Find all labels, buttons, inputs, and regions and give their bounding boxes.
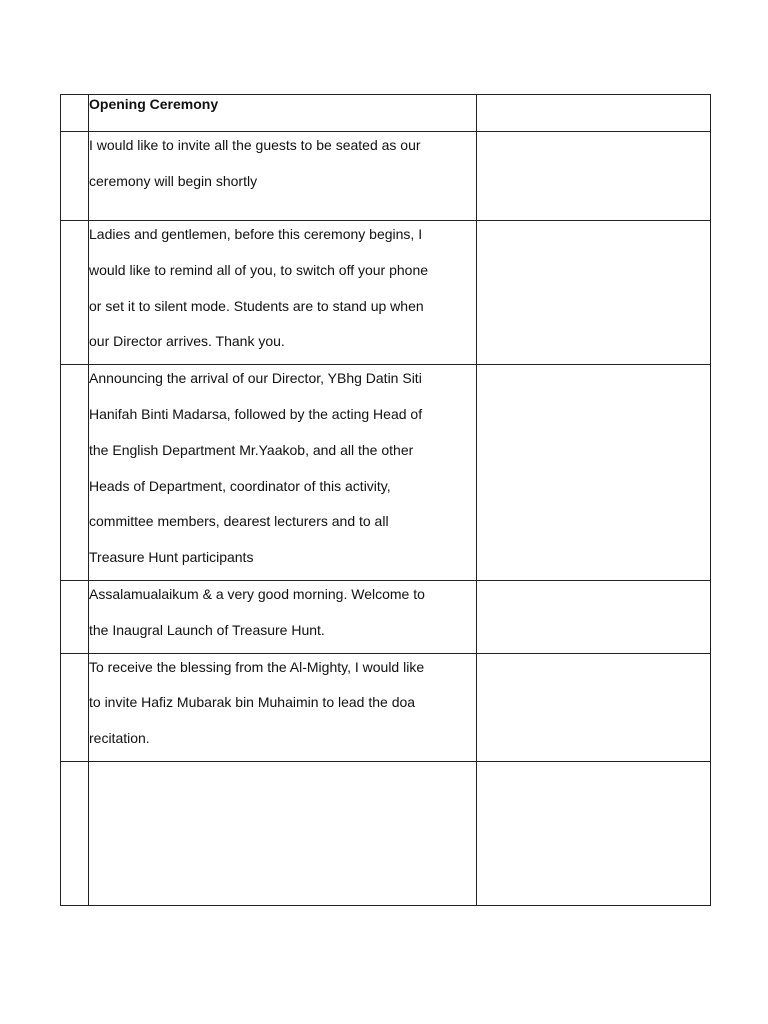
- row-number-cell: [61, 95, 89, 132]
- text-line: the English Department Mr.Yaakob, and all the other: [89, 441, 414, 458]
- table-row: [61, 95, 711, 132]
- section-heading: Opening Ceremony: [89, 96, 219, 112]
- table-row: [61, 221, 711, 365]
- row-number-cell: [61, 221, 89, 365]
- script-text-cell: [89, 95, 477, 132]
- notes-cell: [477, 653, 711, 761]
- text-line: the Inaugral Launch of Treasure Hunt.: [89, 621, 325, 638]
- notes-cell: [477, 580, 711, 653]
- table-row: [61, 365, 711, 581]
- text-line: Hanifah Binti Madarsa, followed by the acting Head of: [89, 405, 423, 422]
- text-line: Treasure Hunt participants: [89, 549, 254, 566]
- script-text-cell: [89, 580, 477, 653]
- ceremony-script-table: [60, 94, 711, 906]
- notes-cell: [477, 95, 711, 132]
- notes-cell: [477, 761, 711, 905]
- row-number-cell: [61, 653, 89, 761]
- script-text-cell: [89, 761, 477, 905]
- text-line: Heads of Department, coordinator of this activity,: [89, 477, 391, 494]
- script-text-cell: [89, 221, 477, 365]
- text-line: or set it to silent mode. Students are to stand up when: [89, 297, 424, 314]
- table-row: [61, 132, 711, 221]
- text-line: Assalamualaikum & a very good morning. Welcome to: [89, 585, 425, 602]
- row-number-cell: [61, 761, 89, 905]
- row-number-cell: [61, 365, 89, 581]
- table-row: [61, 580, 711, 653]
- script-text-cell: [89, 653, 477, 761]
- text-line: committee members, dearest lecturers and to all: [89, 513, 389, 530]
- notes-cell: [477, 221, 711, 365]
- text-line: ceremony will begin shortly: [89, 172, 258, 189]
- text-line: Ladies and gentlemen, before this ceremony begins, I: [89, 226, 423, 242]
- script-text-cell: [89, 132, 477, 221]
- text-line: To receive the blessing from the Al-Mighty, I would like: [89, 658, 425, 675]
- table-row: [61, 761, 711, 905]
- text-line: recitation.: [89, 730, 150, 747]
- text-line: to invite Hafiz Mubarak bin Muhaimin to lead the doa: [89, 694, 416, 711]
- row-number-cell: [61, 580, 89, 653]
- notes-cell: [477, 132, 711, 221]
- text-line: I would like to invite all the guests to be seated as our: [89, 137, 421, 153]
- text-line: Announcing the arrival of our Director, YBhg Datin Siti: [89, 370, 422, 387]
- text-line: our Director arrives. Thank you.: [89, 333, 285, 350]
- text-line: would like to remind all of you, to switch off your phone: [89, 261, 429, 278]
- row-number-cell: [61, 132, 89, 221]
- table-row: [61, 653, 711, 761]
- notes-cell: [477, 365, 711, 581]
- script-text-cell: [89, 365, 477, 581]
